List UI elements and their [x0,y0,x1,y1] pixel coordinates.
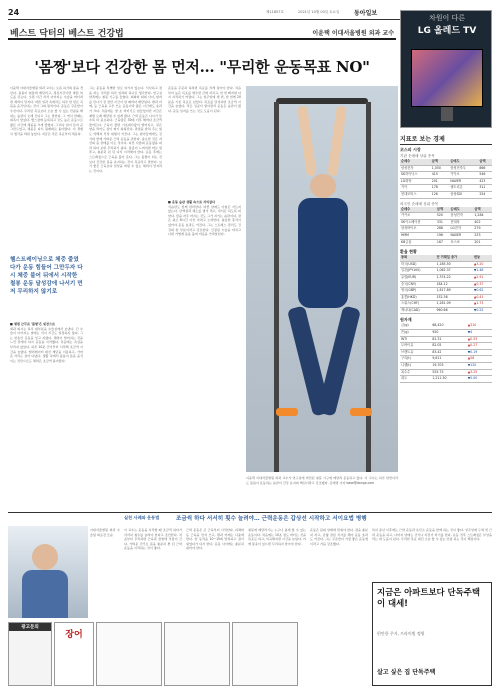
table-cell: 254 [478,191,492,198]
table-cell: 셀트리온 [449,185,478,192]
article-column-3b: ■ 운동 습관 생활 속으로 자리잡다 식습관도 함께 관리한다. 바쁜 날에도 아침은 거르지 않는다. 단백질과 채소를 챙겨 먹고, 야식은 되도록 피한다. 물을 자주 마시는 것도 그가 지키는 습관이다. 잠은 최소 6시간 이상 자려고 노력한다. 충분한 휴식이 있어야 운동 효과도 커진다. 그는 스트레스 관리도 건강의 한 부분이라고 강조한다. 긴장된 수술을 마치고 나면 가볍게 몸을 풀며 마음을 가라앉힌다. [168,200,241,237]
table-cell: ▲0.27 [467,343,492,350]
table-cell: 1,211.50 [431,376,466,383]
table-row [400,185,492,192]
doctor-body [22,570,68,618]
pull-up-bar [276,98,368,104]
tv-advertisement[interactable] [400,10,492,128]
lead-box [10,256,83,314]
table-cell: 201 [431,178,450,185]
bottom-column-3: 철봉에 매달리기는 누구나 쉽게 할 수 있는 운동이다. 처음에는 10초 정도 버티는 것을 목표로 하고, 익숙해지면 시간을 늘린다. 어깨 통증이 있으면 무리하지 말아야 한다. [248,528,306,546]
housing-advertisement[interactable] [372,582,492,686]
table-row [400,330,492,337]
table-cell: 카카오 [449,172,478,179]
table-cell: SK이노베이션 [400,219,436,226]
table-cell: 331 [436,219,450,226]
table-cell: 19,705 [431,363,466,370]
table-cell: 1,185.50 [435,261,472,268]
ad-product: LG 올레드 TV [417,26,477,36]
market-title: 지표로 보는 경제 [400,134,492,145]
table-row [400,172,492,179]
table-cell: 영국(GBP) [400,288,435,295]
table-cell: 스위스(CHF) [400,301,435,308]
table-cell: 288 [436,226,450,233]
article-column-1b: ■ 병원 근무로 '몸짱'은 뒷전으로 외과 의사는 하루 대부분을 수술실에서 보낸다. 긴 수술이 이어지는 날에는 식사 시간도 일정하지 않다. 그는 한동안 운동을 잊고 지냈다. 체력이 떨어지는 것을 느낀 뒤에야 다시 운동을 시작했다. 처음에는 욕심을 부리지 않았다. 하루 10분 걷기부터 시작해 조금씩 시간을 늘렸다. 엘리베이터 대신 계단을 이용하고, 가까운 거리는 걸어 다녔다. 생활 속에서 틈틈이 몸을 움직이는 것만으로도 체력은 조금씩 돌아왔다. [10,322,83,363]
institution-header-cell: 금액 [478,159,492,165]
table-cell: 미국(USD) [400,261,435,268]
table-row [400,213,492,220]
table-cell: ▼120 [467,363,492,370]
table-cell: ▼0.19 [467,349,492,356]
table-cell: 카카오 [400,213,436,220]
table-cell: 866 [478,165,492,172]
institution-header-cell: 금액 [431,159,450,165]
bottom-column-2: 근력 운동은 큰 근육부터 시작한다. 하체와 등 근육을 먼저 쓰고, 팔과 어깨는 나중에 한다. 한 동작을 10~15회 반복하고 잠시 쉬었다가 다시 한다. 운동 사이에는 충분히 쉬어야 한다. [186,528,244,551]
table-row [400,349,492,356]
table-cell: 546 [478,172,492,179]
table-row [400,239,492,246]
table-cell: 금(g) [400,323,431,329]
table-cell: 포스코 [450,239,474,246]
ad-tagline: 차원이 다른 [428,14,466,22]
table-cell: 삼성전자 [450,213,474,220]
exchange-header-cell: 통화 [400,255,435,261]
table-cell: 1,062.37 [435,268,472,275]
table-row [400,219,492,226]
table4-title: 원자재 [400,317,412,323]
table-cell: 일본(JPY100) [400,268,435,275]
table-row [400,288,492,295]
commodity-table [400,323,492,382]
exchange-header-cell: 변동 [473,255,492,261]
market-subtitle: 코스피 시장 [400,147,421,152]
arm-right [327,106,347,177]
table-row [400,178,492,185]
banner-small: 실천 사례와 운동법 [124,515,160,520]
table-cell: ▲0.41 [473,294,492,301]
ad-inquiry-label: 광고문의 [9,623,51,631]
table3-title: 환율 현황 [400,249,417,255]
table-cell: 178 [431,185,450,192]
table-cell: 1,617.89 [435,288,472,295]
table-cell: 삼성바이오 [400,226,436,233]
table-cell: 유럽(EUR) [400,274,435,281]
foreign-header-cell: 순매수 [400,207,436,213]
lead-text: 헬스트레이닝으로 체중 줄였다가 운동 힘들어 그만두자 다시 체중 불어 뒤에서 시작한 철봉 운동 달성감에 나서기 먼저 무리하지 않기로 [10,257,83,295]
classified-ad-header[interactable] [8,622,52,686]
table-cell: ▼5.00 [467,376,492,383]
table-cell: ▲2.91 [473,274,492,281]
table-cell: 옥수수 [400,369,431,376]
issue-number: 제11857호 [266,10,284,14]
table-cell: ▼4 [467,330,492,337]
table-row [400,369,492,376]
table-row [400,261,492,268]
doctor-head [32,544,58,570]
table-cell: 현대차 [450,219,474,226]
table-cell: LG화학 [400,178,431,185]
table-row [400,376,492,383]
table-cell: ▲1.73 [473,301,492,308]
article-column-1: 이윤택 이대서울병원 외과 교수는 요즘 하기의 통을 견딘다. 틈틈이 철봉에 매달리고, 점심시간이면 병원 복도를 걷는다. 오랜 시간 서서 이어지는 수술을 버티려면 체력이 먼저다. 바쁜 일과 속에서도 하루 한 번은 꼭 몸을 움직인다는 것이 그의 원칙이다. 운동은 꾸준함이 우선이다. 무리한 목표보다 오늘 할 수 있는 만큼을 해내는 습관이 오래 간다고 그는 말한다. 그 역시 한때는 의욕이 앞섰다. 헬스장에 등록하고 강도 높은 운동으로 짧은 시간에 체중을 크게 줄였다. 그러나 힘이 들자 곧 그만두었고, 체중은 다시 원래대로 돌아왔다. 이 경험이 생각을 바꿔 놓았다. 지금은 작은 목표부터 세운다. [10,86,83,136]
table-cell: WTI [400,336,431,343]
table-row [400,268,492,275]
bottom-column-4: 운동은 몸의 상태에 맞춰야 한다. 잠을 충분히 자고, 균형 잡힌 식사를 해야 운동 효과도 커진다. 그는 꾸준함이 가장 좋은 운동법이라고 거듭 강조했다. [310,528,368,546]
doctor-photo [8,526,88,618]
table-cell: 167 [436,239,450,246]
table-cell: 기아 [400,185,431,192]
table-cell: LG전자 [450,226,474,233]
table-cell: 960.66 [435,307,472,314]
person-body [298,198,348,308]
section-title-bar [8,24,396,40]
table-cell: ▼1.48 [473,268,492,275]
table-cell: 83.42 [431,349,466,356]
tv-stand [441,107,453,121]
paper-name: 동아일보 [354,10,378,17]
subhead-2: ■ 운동 습관 생활 속으로 자리잡다 [168,200,216,204]
table-cell: 1,281.09 [435,301,472,308]
eel-ad-title: 장어 [65,630,83,640]
classified-ad-4[interactable] [232,622,298,686]
foreign-header-cell: 금액 [436,207,450,213]
housing-ad-bottom: 살고 싶은 집 단독주택 [377,669,436,676]
table-cell: 415 [431,172,450,179]
classified-ad-2[interactable] [96,622,162,686]
table-cell: 중국(CNY) [400,281,435,288]
arm-left [297,106,317,177]
photo-caption: 이윤택 이대서울병원 외과 교수가 연구실에 마련된 철봉 기구에 매달려 운동하고 있다. 이 교수는 하루 한번이라도 틈틈이 운동하는 습관이 건강 유지의 핵심이라고 강조했다. 김재명 기자 base@donga.com [246,476,398,485]
table-cell: ▲58 [467,356,492,363]
table-cell: 은(g) [400,330,431,337]
market-panel [400,134,492,542]
table-cell: 현대모비스 [400,191,431,198]
headline: '몸짱'보다 건강한 몸 먼저… "무리한 운동목표 NO" [34,58,370,76]
table-cell: 196 [436,232,450,239]
table-row [400,165,492,172]
table-row [400,343,492,350]
table-cell: 1,374.22 [435,274,472,281]
table-cell: 대두 [400,376,431,383]
article-photo [246,86,398,472]
table-cell: 삼성SDI [449,191,478,198]
housing-ad-sub: 편안한 주거, 프라이빗 정원 [377,631,425,636]
table-row [400,191,492,198]
classified-ad-3[interactable] [164,622,230,686]
table-cell: 68,420 [431,323,466,329]
bottom-banner [8,512,492,524]
classified-ad-eel[interactable] [54,622,94,686]
table-cell: ▼0.62 [473,288,492,295]
foreign-header-cell: 금액 [473,207,492,213]
table-cell: 525.75 [431,369,466,376]
table-cell: 구리(t) [400,356,431,363]
table-row [400,294,492,301]
table-cell: SK하이닉스 [400,172,431,179]
table-cell: HMM [400,232,436,239]
shoe-left [276,408,298,416]
shoe-right [350,408,372,416]
table-cell: 152.36 [435,294,472,301]
person-head [310,174,336,198]
institution-header-cell: 순매수 [400,159,431,165]
table-cell: 두바이유 [400,343,431,350]
table-cell: ▲0.53 [467,336,492,343]
table-cell: 402 [473,219,492,226]
table-cell: ▲3.20 [473,261,492,268]
table-row [400,281,492,288]
table-cell: 233 [473,232,492,239]
table2-title: 외국인 순매매 상위 종목 [400,201,439,206]
table-cell: ▼0.25 [473,307,492,314]
table-cell: 311 [478,185,492,192]
table-cell: 브렌트유 [400,349,431,356]
table-cell: 캐나다(CAD) [400,307,435,314]
table-row [400,363,492,370]
table-cell: 82.05 [431,343,466,350]
table-cell: 81.31 [431,336,466,343]
table-cell: ▲0.37 [473,281,492,288]
article-column-2: 그는 운동을 특별한 일로 여기지 않는다. 식사하고 잠을 자는 것처럼 하루 일과의 하나로 생각한다. 연구실 한쪽에는 철봉 기구를 들였다. 회의와 회의 사이, 환자를 만나기 전 잠깐 시간이 날 때마다 매달린다. 팔과 어깨, 등 근육을 고루 쓰는 운동이라 짧은 시간에도 효과가 크다. 처음에는 몇 초 버티기도 힘들었지만 지금은 제법 오래 매달릴 수 있게 됐다. 근력 운동은 나이가 들수록 더 중요하다. 근육량은 30대 이후 해마다 조금씩 줄어든다. 근육이 줄면 기초대사량이 떨어지고, 같은 양을 먹어도 살이 찌기 쉬워진다. 관절을 받쳐 주는 힘도 약해져 부상 위험이 커진다. 그는 환자들에게도 걷기와 함께 가벼운 근력 운동을 권한다. 중요한 것은 자신의 몸 상태를 아는 것이다. 다른 사람의 운동량을 따라 하다 보면 무리하기 쉽다. 통증이 느껴지면 바로 멈추고, 충분히 쉰 뒤 다시 시작해야 한다. 운동 후에는 스트레칭으로 근육을 풀어 준다. 그는 몸짱이 되는 것보다 건강한 몸을 유지하는 것이 목표라고 말한다. 보기 좋은 근육보다 일상을 버틸 수 있는 체력이 먼저라는 것이다. [89,86,162,173]
table-cell: 1,050 [431,165,450,172]
doctor-caption: 이대서울병원 외과 수술팀 의료진 모습 [90,528,120,537]
section-title: 베스트 닥터의 베스트 건강법 [10,29,124,39]
table-cell: 삼성전자우 [449,165,478,172]
table-cell: ▲3.25 [467,369,492,376]
table-cell: 279 [473,226,492,233]
issue-date: 2021년 10월 00일 토요일 [298,10,340,14]
table-cell: NAVER [449,178,478,185]
table-row [400,301,492,308]
table-cell: 126 [431,191,450,198]
table-cell: 201 [473,239,492,246]
exchange-header-cell: 전 거래일 종가 [435,255,472,261]
institution-header-cell: 순매도 [449,159,478,165]
table-cell: 9,611 [431,356,466,363]
bottom-column-5: 특히 중년 이후에는 근력 운동과 유산소 운동을 함께 하는 것이 좋다. 일주일에 두세 번 근력 운동을 하고, 나머지 날에는 걷기나 자전거 타기를 한다. 운동 전후 스트레칭은 부상을 막는 데 도움이 된다. 무리한 목표 대신 오늘 할 수 있는 만큼 하는 것이 핵심이다. [372,528,492,542]
table-row [400,356,492,363]
table-cell: 1,284 [473,213,492,220]
tv-image [411,49,483,107]
banner-title: 조금씩 하다 서서히 횟수 늘려야… 근력운동은 갑상선 시작하고 서이요법 병행 [176,516,367,522]
table-cell: 423 [478,178,492,185]
subhead-1: ■ 병원 근무로 '몸짱'은 뒷전으로 [10,322,55,326]
table-cell: KB금융 [400,239,436,246]
page-number: 24 [8,8,20,17]
bottom-column-1: 이 교수는 운동을 시작할 때 조금씩 하다가 서서히 횟수를 늘려야 한다고 조언한다. 처음부터 무리하면 근육과 관절에 부담이 간다. 가벼운 걷기로 몸을 충분히 푼 뒤 근력 운동을 시작하는 것이 좋다. [124,528,182,551]
table-row [400,232,492,239]
table-cell: 삼성전자 [400,165,431,172]
frame-right [366,102,371,472]
person-leg-right [317,305,361,416]
table-cell: NAVER [450,232,474,239]
table-cell: 520 [436,213,450,220]
table-cell: 920 [431,330,466,337]
housing-ad-title: 지금은 아파트보다 단독주택이 대세! [377,587,480,608]
table-cell: 184.12 [435,281,472,288]
institution-table [400,159,492,199]
table-cell: 니켈(t) [400,363,431,370]
article-column-3: 운동을 꾸준히 하려면 목표를 작게 잡아야 한다. 처음부터 높은 목표를 세우면 금세 지치고, 한 번 빠지면 다시 시작하기 어렵다. 그는 일주일에 세 번, 한 번에 20분을 기본 목표로 삼았다. 목표를 달성하면 조금씩 시간을 늘렸다. 작은 성공이 쌓이면서 운동은 습관이 됐다. 운동 일지를 쓰는 것도 도움이 된다. [168,86,241,113]
table-cell: ▲310 [467,323,492,329]
table1-title: 기관 순매매 상위 종목 [400,154,435,158]
frame-left [274,102,279,472]
section-author: 이윤택 이대서울병원 외과 교수 [312,30,394,37]
foreign-header-cell: 순매도 [450,207,474,213]
table-row [400,336,492,343]
table-row [400,226,492,233]
table-cell: 홍콩(HKD) [400,294,435,301]
table-row [400,274,492,281]
article [10,86,398,500]
foreign-table [400,207,492,247]
exchange-table [400,255,492,314]
table-row [400,307,492,314]
